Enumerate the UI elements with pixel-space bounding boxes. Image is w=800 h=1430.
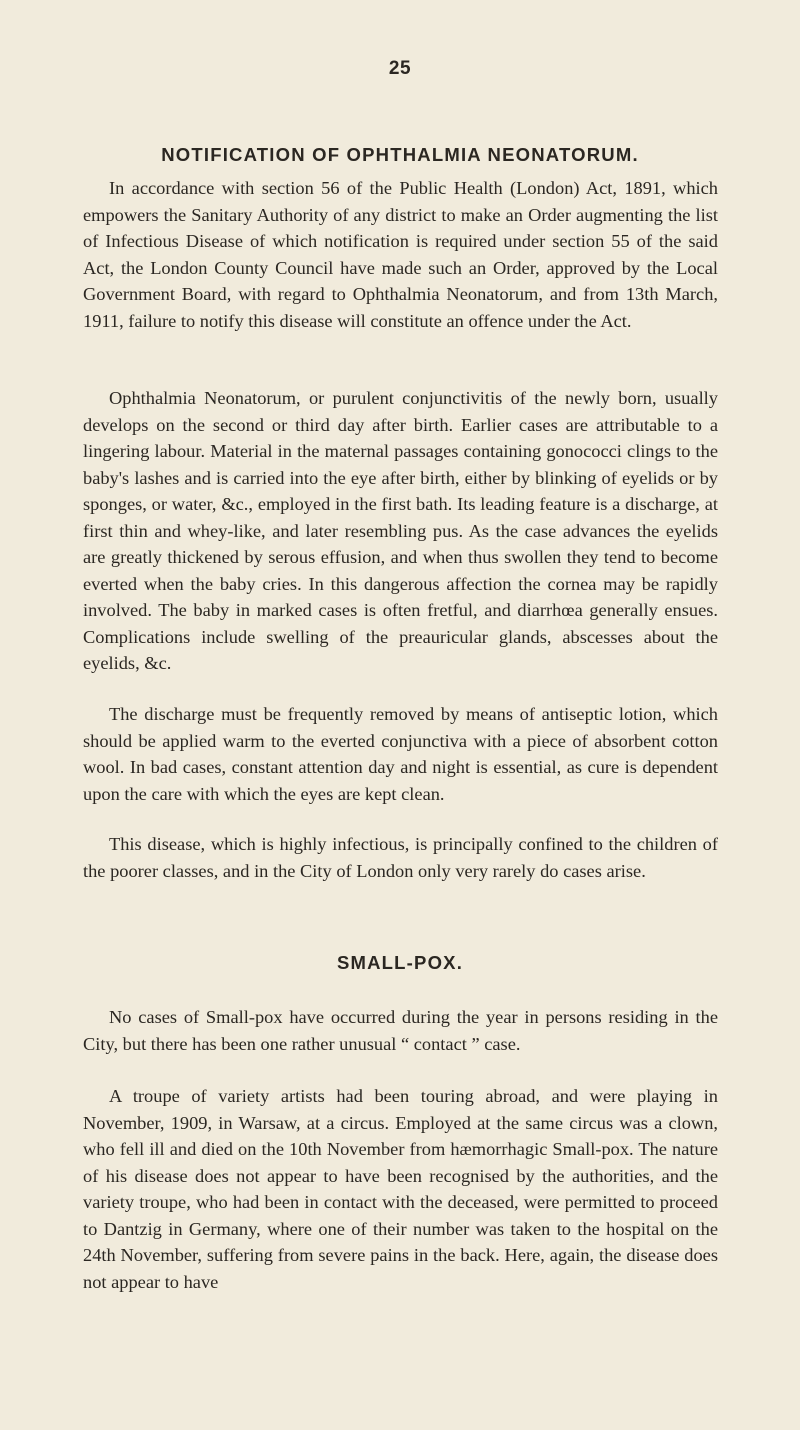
paragraph-disease-description: Ophthalmia Neonatorum, or purulent conjunctivitis of the newly born, usually develops on the second or third day after birth. Earlier cases are attributable to a lingering labour. Material in the maternal passages containing gonococci clings to the baby's lashes and is carried into the eye after birth, either by blinking of eyelids or by sponges, or water, &c., employed in the first bath. Its leading feature is a discharge, at first thin and whey-like, and later resembling pus. As the case advances the eyelids are greatly thickened by serous effusion, and when thus swollen they tend to become everted when the baby cries. In this dangerous affection the cornea may be rapidly involved. The baby in marked cases is often fretful, and diarrhœa generally ensues. Complications include swelling of the preauricular glands, abscesses about the eyelids, &c.: [83, 388, 718, 673]
paragraph-notification-order: In accordance with section 56 of the Public Health (London) Act, 1891, which empowers the Sanitary Authority of any district to make an Order augmenting the list of Infectious Disease of which notification is required under section 55 of the said Act, the London County Council have made such an Order, approved by the Local Government Board, with regard to Ophthalmia Neonatorum, and from 13th March, 1911, failure to notify this disease will constitute an offence under the Act.: [83, 178, 718, 331]
page-number: 25: [388, 58, 412, 79]
section-heading-small-pox: SMALL-POX.: [336, 952, 464, 973]
paragraph-small-pox-cases: No cases of Small-pox have occurred during the year in persons residing in the City, but there has been one rather unusual “ contact ” case.: [83, 1007, 718, 1054]
paragraph-incidence: This disease, which is highly infectious, is principally confined to the children of the poorer classes, and in the City of London only very rarely do cases arise.: [83, 834, 718, 881]
paragraph-contact-case: A troupe of variety artists had been touring abroad, and were playing in November, 1909, in Warsaw, at a circus. Employed at the same circus was a clown, who fell ill and died on the 10th November from hæmorrhagic Small-pox. The nature of his disease does not appear to have been recognised by the authorities, and the variety troupe, who had been in contact with the deceased, were permitted to proceed to Dantzig in Germany, where one of their number was taken to the hospital on the 24th November, suffering from severe pains in the back. Here, again, the disease does not appear to have: [83, 1086, 718, 1292]
section-heading-ophthalmia: NOTIFICATION OF OPHTHALMIA NEONATORUM.: [161, 144, 639, 165]
paragraph-treatment: The discharge must be frequently removed by means of antiseptic lotion, which should be applied warm to the everted conjunctiva with a piece of absorbent cotton wool. In bad cases, constant attention day and night is essential, as cure is dependent upon the care with which the eyes are kept clean.: [83, 704, 718, 804]
